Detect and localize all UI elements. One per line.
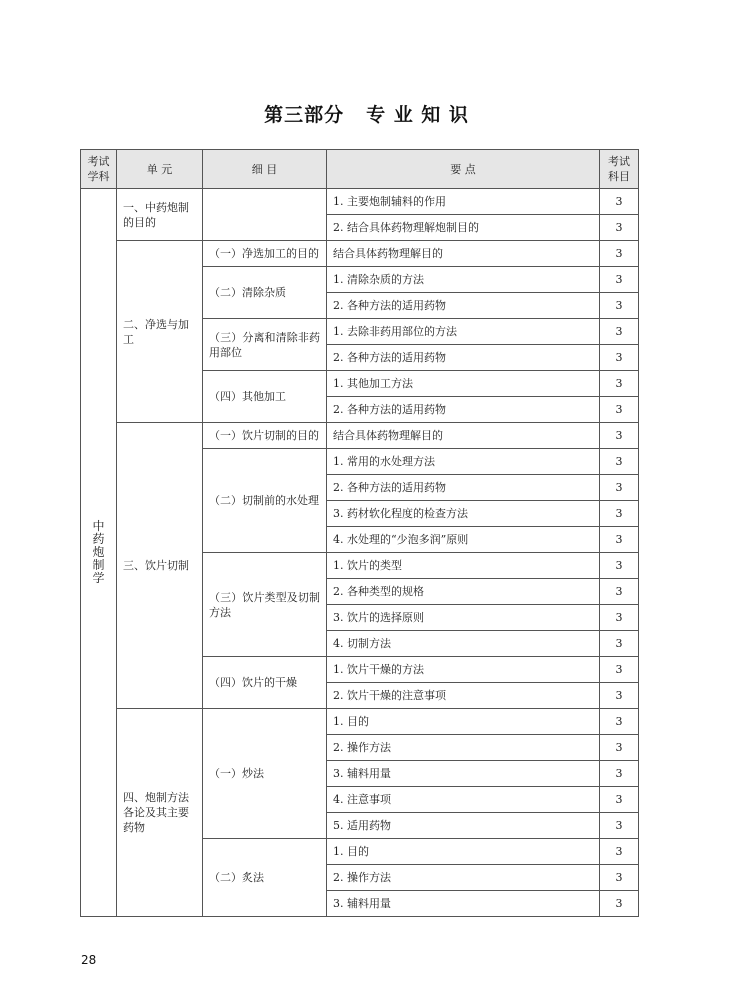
level-cell: 3	[600, 839, 639, 865]
page-title-part: 第三部分	[264, 104, 345, 126]
point-cell: 5. 适用药物	[327, 813, 600, 839]
level-cell: 3	[600, 579, 639, 605]
point-cell: 3. 辅料用量	[327, 761, 600, 787]
point-cell: 4. 切制方法	[327, 631, 600, 657]
table-row	[81, 709, 639, 735]
point-cell: 1. 其他加工方法	[327, 371, 600, 397]
page-number: 28	[81, 953, 97, 967]
point-cell: 2. 操作方法	[327, 865, 600, 891]
header-item: 细 目	[203, 150, 327, 189]
level-cell: 3	[600, 891, 639, 917]
level-cell: 3	[600, 267, 639, 293]
point-cell: 结合具体药物理解目的	[327, 423, 600, 449]
point-cell: 1. 主要炮制辅料的作用	[327, 189, 600, 215]
level-cell: 3	[600, 657, 639, 683]
table-row	[81, 189, 639, 215]
point-cell: 4. 注意事项	[327, 787, 600, 813]
point-cell: 4. 水处理的“少泡多润”原则	[327, 527, 600, 553]
level-cell: 3	[600, 475, 639, 501]
table-header-row	[81, 150, 639, 189]
subject-name: 中药炮制学	[92, 518, 105, 585]
item-cell: （一）饮片切制的目的	[203, 423, 327, 449]
level-cell: 3	[600, 735, 639, 761]
point-cell: 1. 饮片干燥的方法	[327, 657, 600, 683]
level-cell: 3	[600, 631, 639, 657]
header-point: 要 点	[327, 150, 600, 189]
page-title	[0, 100, 733, 127]
point-cell: 2. 各种方法的适用药物	[327, 293, 600, 319]
point-cell: 结合具体药物理解目的	[327, 241, 600, 267]
level-cell: 3	[600, 761, 639, 787]
page-title-subject: 专 业 知 识	[366, 104, 469, 126]
item-cell: （二）炙法	[203, 839, 327, 917]
level-cell: 3	[600, 865, 639, 891]
point-cell: 1. 目的	[327, 709, 600, 735]
header-subject: 考试学科	[81, 150, 117, 189]
level-cell: 3	[600, 605, 639, 631]
level-cell: 3	[600, 709, 639, 735]
level-cell: 3	[600, 293, 639, 319]
subject-cell	[81, 189, 117, 917]
point-cell: 3. 药材软化程度的检查方法	[327, 501, 600, 527]
item-cell: （二）切制前的水处理	[203, 449, 327, 553]
unit-cell: 二、净选与加工	[117, 241, 203, 423]
level-cell: 3	[600, 449, 639, 475]
point-cell: 2. 各种类型的规格	[327, 579, 600, 605]
level-cell: 3	[600, 787, 639, 813]
level-cell: 3	[600, 813, 639, 839]
level-cell: 3	[600, 683, 639, 709]
point-cell: 2. 各种方法的适用药物	[327, 475, 600, 501]
item-cell: （三）饮片类型及切制方法	[203, 553, 327, 657]
point-cell: 3. 饮片的选择原则	[327, 605, 600, 631]
level-cell: 3	[600, 215, 639, 241]
item-cell: （四）饮片的干燥	[203, 657, 327, 709]
point-cell: 2. 结合具体药物理解炮制目的	[327, 215, 600, 241]
table-row	[81, 241, 639, 267]
header-level: 考试科目	[600, 150, 639, 189]
point-cell: 2. 各种方法的适用药物	[327, 397, 600, 423]
level-cell: 3	[600, 423, 639, 449]
header-unit: 单 元	[117, 150, 203, 189]
point-cell: 1. 常用的水处理方法	[327, 449, 600, 475]
level-cell: 3	[600, 527, 639, 553]
item-cell: （四）其他加工	[203, 371, 327, 423]
point-cell: 2. 操作方法	[327, 735, 600, 761]
point-cell: 1. 去除非药用部位的方法	[327, 319, 600, 345]
level-cell: 3	[600, 319, 639, 345]
point-cell: 1. 饮片的类型	[327, 553, 600, 579]
syllabus-table	[80, 149, 639, 917]
level-cell: 3	[600, 501, 639, 527]
item-cell: （二）清除杂质	[203, 267, 327, 319]
level-cell: 3	[600, 371, 639, 397]
level-cell: 3	[600, 553, 639, 579]
point-cell: 2. 饮片干燥的注意事项	[327, 683, 600, 709]
unit-cell: 三、饮片切制	[117, 423, 203, 709]
level-cell: 3	[600, 397, 639, 423]
item-cell: （一）净选加工的目的	[203, 241, 327, 267]
point-cell: 2. 各种方法的适用药物	[327, 345, 600, 371]
point-cell: 1. 目的	[327, 839, 600, 865]
level-cell: 3	[600, 345, 639, 371]
point-cell: 1. 清除杂质的方法	[327, 267, 600, 293]
unit-cell: 四、炮制方法各论及其主要药物	[117, 709, 203, 917]
item-cell	[203, 189, 327, 241]
level-cell: 3	[600, 241, 639, 267]
table-row	[81, 423, 639, 449]
item-cell: （三）分离和清除非药用部位	[203, 319, 327, 371]
item-cell: （一）炒法	[203, 709, 327, 839]
level-cell: 3	[600, 189, 639, 215]
unit-cell: 一、中药炮制的目的	[117, 189, 203, 241]
point-cell: 3. 辅料用量	[327, 891, 600, 917]
